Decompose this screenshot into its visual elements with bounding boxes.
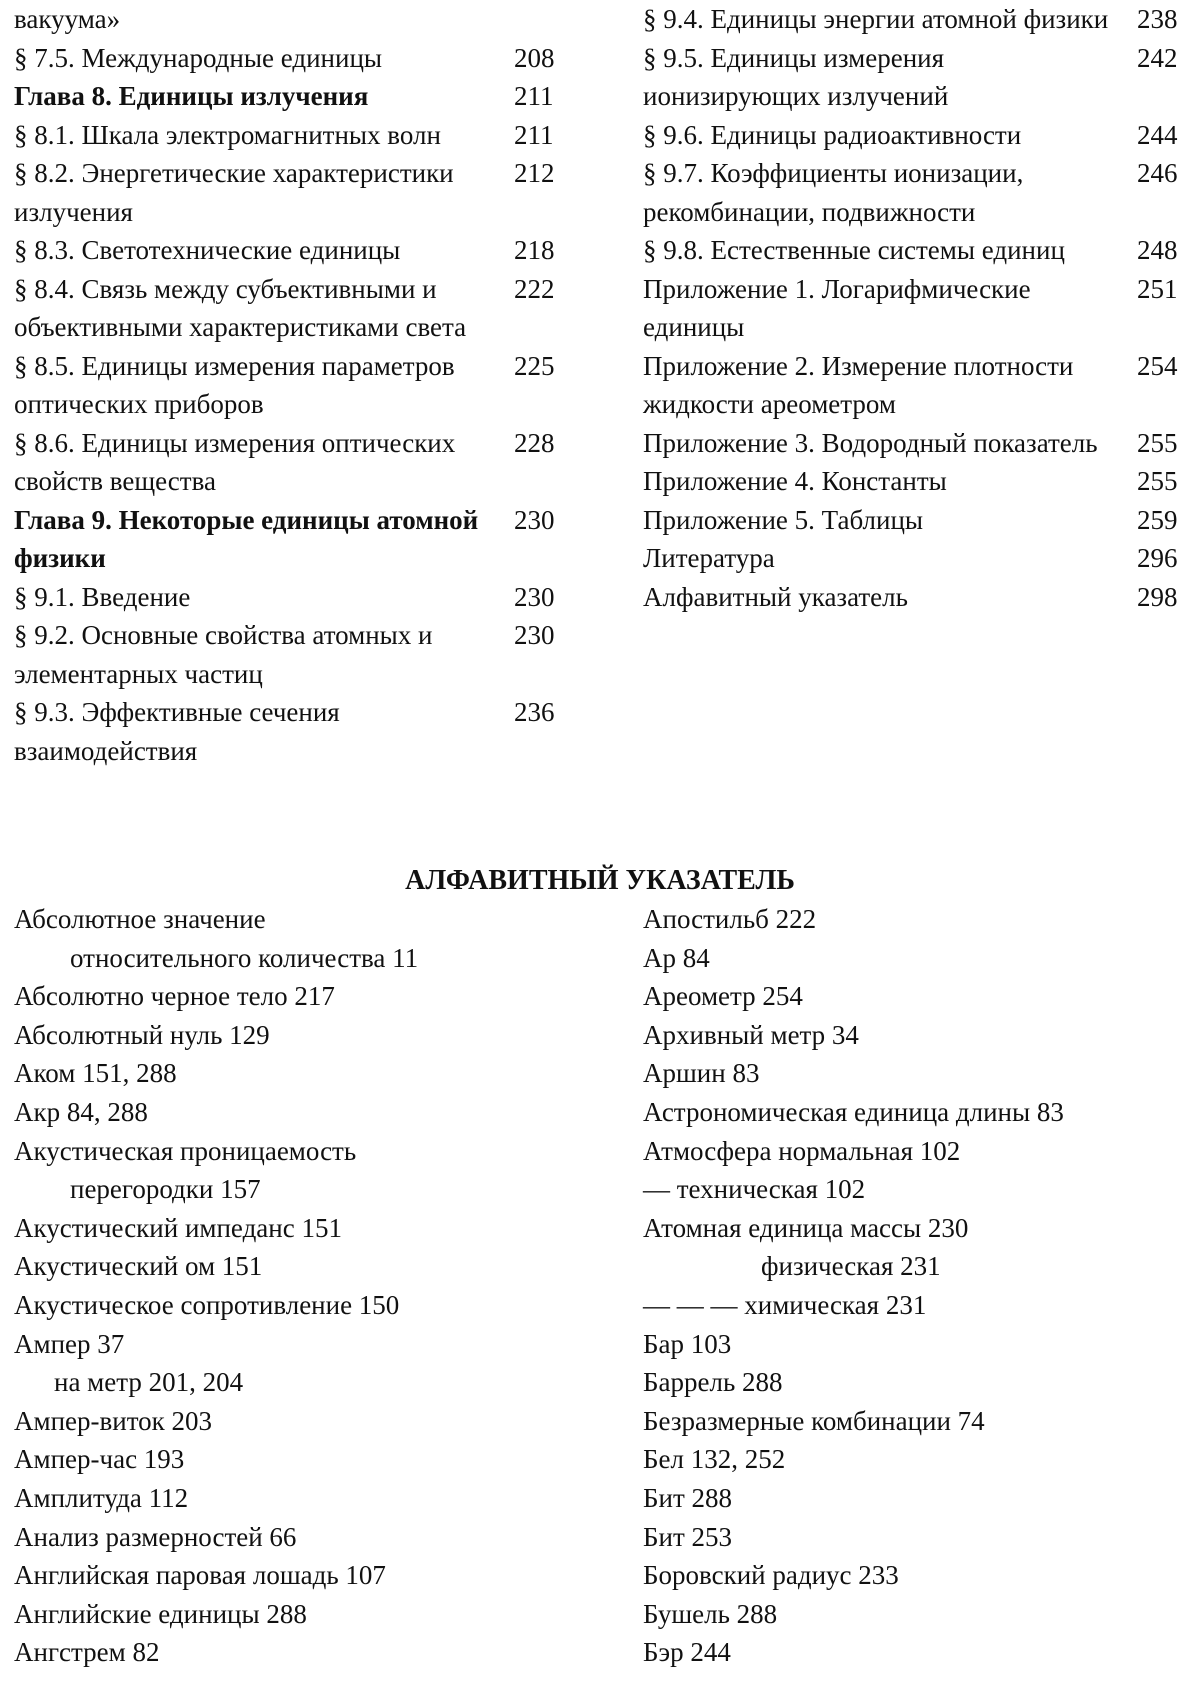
index-entry: Ангстрем 82 <box>14 1637 160 1668</box>
toc-entry <box>14 77 570 116</box>
toc-entry-title: Глава 8. Единицы излучения <box>14 81 369 111</box>
toc-entry <box>643 578 1195 617</box>
index-entry: Анализ размерностей 66 <box>14 1521 297 1552</box>
index-entry: Бар 103 <box>643 1328 732 1359</box>
toc-entry-title: § 8.6. Единицы измерения оптических свойств вещества <box>14 427 456 496</box>
toc-entry-page: 238 <box>1137 4 1178 34</box>
toc-entry-title: § 9.3. Эффективные сечения взаимодействия <box>14 697 340 766</box>
toc-entry-title: § 9.8. Естественные системы единиц <box>643 235 1065 265</box>
toc-entry-page: 218 <box>514 235 555 265</box>
index-entry: Бит 253 <box>643 1521 733 1552</box>
index-entry: Атмосфера нормальная 102 <box>643 1135 961 1166</box>
index-entry: Абсолютное значение <box>14 904 266 934</box>
toc-entry <box>643 539 1195 578</box>
index-entry: — техническая 102 <box>643 1174 866 1205</box>
index-entry: относительного количества 11 <box>70 942 419 973</box>
toc-entry-page: 255 <box>1137 427 1178 458</box>
index-entry: Абсолютный нуль 129 <box>14 1019 270 1050</box>
index-right-column <box>643 900 1195 1672</box>
index-entry: Бэр 244 <box>643 1637 731 1668</box>
toc-entry-title: § 9.6. Единицы радиоактивности <box>643 119 1022 150</box>
index-entry: Ар 84 <box>643 942 710 973</box>
toc-entry-page: 236 <box>514 697 555 727</box>
toc-entry-title: Приложение 4. Константы <box>643 466 947 496</box>
toc-entry-page: 228 <box>514 427 555 458</box>
index-entry: на метр 201, 204 <box>54 1367 244 1398</box>
toc-entry-title: § 8.1. Шкала электромагнитных волн <box>14 119 441 150</box>
toc-entry-title: Приложение 5. Таблицы <box>643 504 924 535</box>
toc-entry <box>643 231 1195 270</box>
index-entry: Ареометр 254 <box>643 981 803 1012</box>
toc-entry-page: 248 <box>1137 235 1178 265</box>
index-entry: — — — химическая 231 <box>643 1289 927 1320</box>
toc-entry <box>14 693 570 770</box>
index-entry: Апостильб 222 <box>643 904 817 934</box>
toc-entry <box>643 154 1195 231</box>
toc-entry-title: § 8.4. Связь между субъективными и объективными характеристиками света <box>14 273 467 342</box>
index-entry: Астрономическая единица длины 83 <box>643 1096 1064 1127</box>
toc-entry-page: 298 <box>1137 581 1178 612</box>
index-entry: Ампер 37 <box>14 1328 125 1359</box>
toc-entry-page: 244 <box>1137 119 1178 150</box>
index-entry: Баррель 288 <box>643 1367 783 1398</box>
index-entry: Бит 288 <box>643 1482 733 1513</box>
toc-entry <box>14 578 570 617</box>
toc-entry <box>14 424 570 501</box>
index-entry: Аком 151, 288 <box>14 1058 177 1089</box>
index-entry: Атомная единица массы 230 <box>643 1212 969 1243</box>
toc-entry-title: Глава 9. Некоторые единицы атомной физики <box>14 504 479 573</box>
index-entry: Акустическая проницаемость <box>14 1135 357 1166</box>
toc-entry-page: 211 <box>514 81 554 111</box>
toc-entry-title: Приложение 2. Измерение плотности жидкости ареометром <box>643 350 1074 419</box>
index-entry: физическая 231 <box>761 1251 941 1282</box>
toc-entry <box>643 462 1195 501</box>
toc-entry <box>14 616 570 693</box>
toc-entry-page: 225 <box>514 350 555 381</box>
index-left-column <box>14 900 634 1672</box>
toc-entry-page: 230 <box>514 504 555 535</box>
toc-entry-title: вакуума» <box>14 4 121 34</box>
index-entry: Амплитуда 112 <box>14 1482 189 1513</box>
toc-entry-page: 230 <box>514 620 555 650</box>
toc-entry <box>643 0 1195 39</box>
toc-entry-title: § 8.2. Энергетические характеристики излучения <box>14 158 454 227</box>
index-heading: АЛФАВИТНЫЙ УКАЗАТЕЛЬ <box>405 865 795 896</box>
toc-entry-title: § 7.5. Международные единицы <box>14 42 383 73</box>
toc-entry-title: Приложение 3. Водородный показатель <box>643 427 1098 458</box>
toc-entry-title: § 9.5. Единицы измерения ионизирующих излучений <box>643 42 949 111</box>
toc-entry <box>643 347 1195 424</box>
toc-entry-page: 230 <box>514 581 555 612</box>
toc-entry <box>14 231 570 270</box>
toc-entry-page: 296 <box>1137 543 1178 573</box>
index-entry: Ампер-виток 203 <box>14 1405 213 1436</box>
toc-entry <box>14 270 570 347</box>
toc-entry-page: 212 <box>514 158 555 188</box>
toc-entry <box>14 347 570 424</box>
toc-entry <box>643 270 1195 347</box>
toc-entry <box>643 39 1195 116</box>
index-entry: Архивный метр 34 <box>643 1019 859 1050</box>
toc-entry-title: § 9.1. Введение <box>14 581 191 612</box>
index-entry: Акустический ом 151 <box>14 1251 263 1282</box>
index-entry: Бушель 288 <box>643 1598 778 1629</box>
toc-entry <box>14 501 570 578</box>
toc-entry-page: 255 <box>1137 466 1178 496</box>
toc-entry-title: § 8.3. Светотехнические единицы <box>14 235 401 265</box>
index-entry: Бел 132, 252 <box>643 1444 786 1475</box>
index-entry: перегородки 157 <box>70 1174 261 1205</box>
toc-entry <box>14 0 570 39</box>
toc-entry-title: § 9.4. Единицы энергии атомной физики <box>643 4 1109 34</box>
toc-entry <box>643 424 1195 463</box>
index-entry: Абсолютно черное тело 217 <box>14 981 335 1012</box>
toc-entry <box>643 116 1195 155</box>
toc-entry-page: 211 <box>514 119 554 150</box>
toc-entry-page: 246 <box>1137 158 1178 188</box>
toc-entry-page: 259 <box>1137 504 1178 535</box>
toc-entry-page: 208 <box>514 42 555 73</box>
toc-entry-page: 254 <box>1137 350 1178 381</box>
index-entry: Боровский радиус 233 <box>643 1560 899 1591</box>
index-entry: Ампер-час 193 <box>14 1444 185 1475</box>
toc-entry-title: § 9.2. Основные свойства атомных и элементарных частиц <box>14 620 433 689</box>
toc-entry <box>14 39 570 78</box>
index-entry: Аршин 83 <box>643 1058 760 1089</box>
toc-entry-title: § 8.5. Единицы измерения параметров оптических приборов <box>14 350 455 419</box>
toc-entry-page: 222 <box>514 273 555 304</box>
toc-entry-title: Литература <box>643 543 775 573</box>
toc-entry-title: Приложение 1. Логарифмические единицы <box>643 273 1031 342</box>
index-entry: Английские единицы 288 <box>14 1598 307 1629</box>
toc-left-column <box>14 0 570 770</box>
index-entry: Безразмерные комбинации 74 <box>643 1405 985 1436</box>
index-entry: Акр 84, 288 <box>14 1096 148 1127</box>
index-entry: Акустическое сопротивление 150 <box>14 1289 400 1320</box>
toc-entry <box>643 501 1195 540</box>
toc-entry <box>14 116 570 155</box>
index-entry: Акустический импеданс 151 <box>14 1212 342 1243</box>
toc-entry-title: Алфавитный указатель <box>643 581 908 612</box>
index-entry: Английская паровая лошадь 107 <box>14 1560 386 1591</box>
toc-entry <box>14 154 570 231</box>
toc-entry-page: 251 <box>1137 273 1178 304</box>
toc-entry-page: 242 <box>1137 42 1178 73</box>
toc-right-column <box>643 0 1195 616</box>
toc-entry-title: § 9.7. Коэффициенты ионизации, рекомбинации, подвижности <box>643 158 1024 227</box>
